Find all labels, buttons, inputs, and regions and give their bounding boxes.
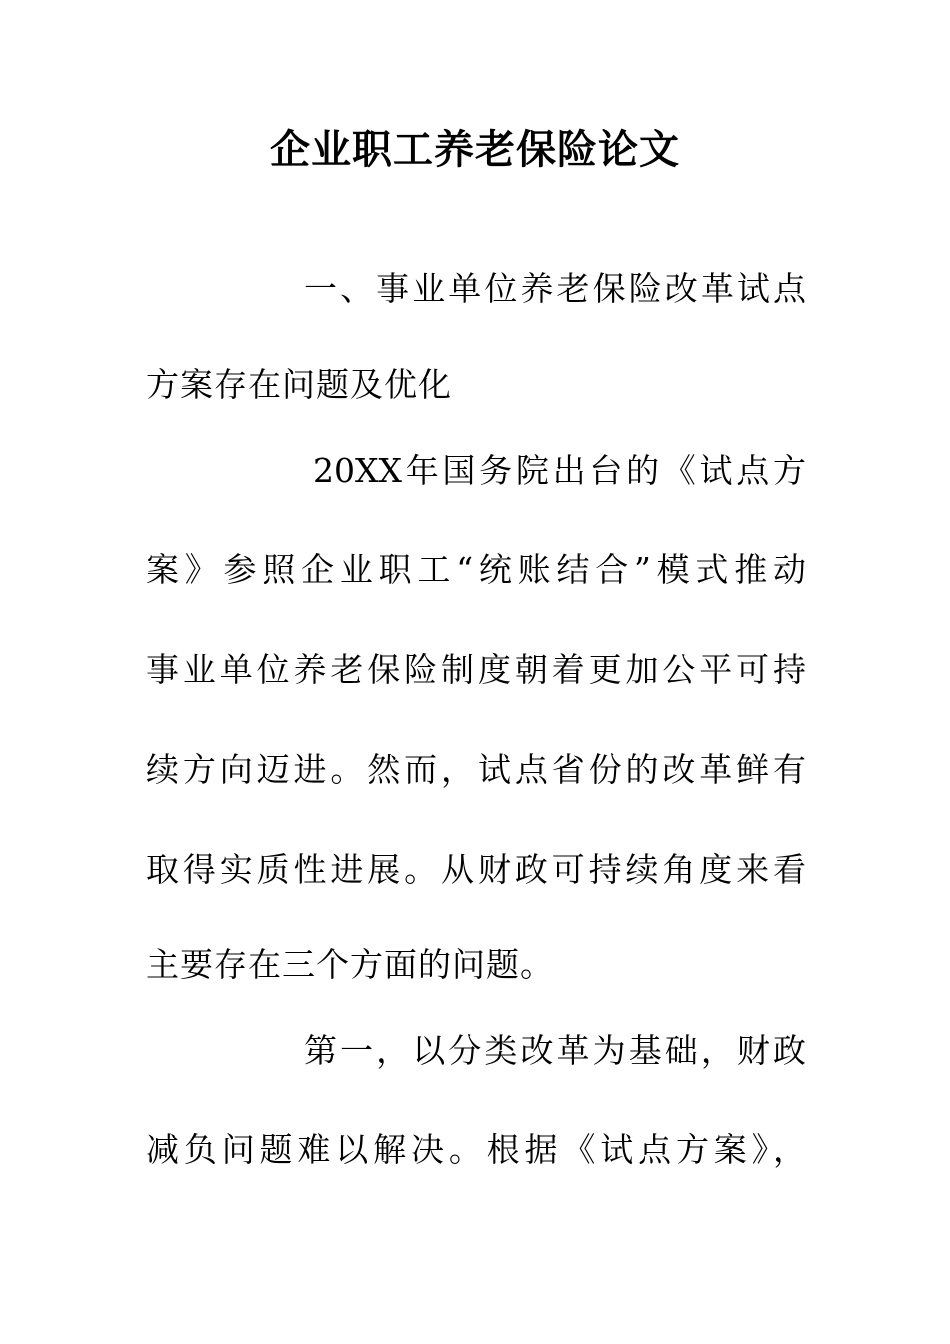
- document-title: 企业职工养老保险论文: [270, 126, 680, 173]
- paragraph-1-line-3: 事业单位养老保险制度朝着更加公平可持: [146, 650, 806, 689]
- paragraph-1-line-4: 续方向迈进。然而，试点省份的改革鲜有: [146, 750, 806, 789]
- paragraph-2-line-1: 第一，以分类改革为基础，财政: [304, 1031, 806, 1070]
- section-heading-line-2: 方案存在问题及优化: [146, 365, 452, 404]
- paragraph-1-line-6: 主要存在三个方面的问题。: [146, 945, 554, 984]
- paragraph-1-line-5: 取得实质性进展。从财政可持续角度来看: [146, 850, 806, 889]
- paragraph-2-line-2: 减负问题难以解决。根据《试点方案》，: [146, 1130, 806, 1169]
- section-heading-line-1: 一、事业单位养老保险改革试点: [304, 269, 806, 308]
- paragraph-1-line-2: 案》参照企业职工“统账结合”模式推动: [146, 550, 806, 589]
- paragraph-1-line-1: 20XX年国务院出台的《试点方: [313, 451, 806, 490]
